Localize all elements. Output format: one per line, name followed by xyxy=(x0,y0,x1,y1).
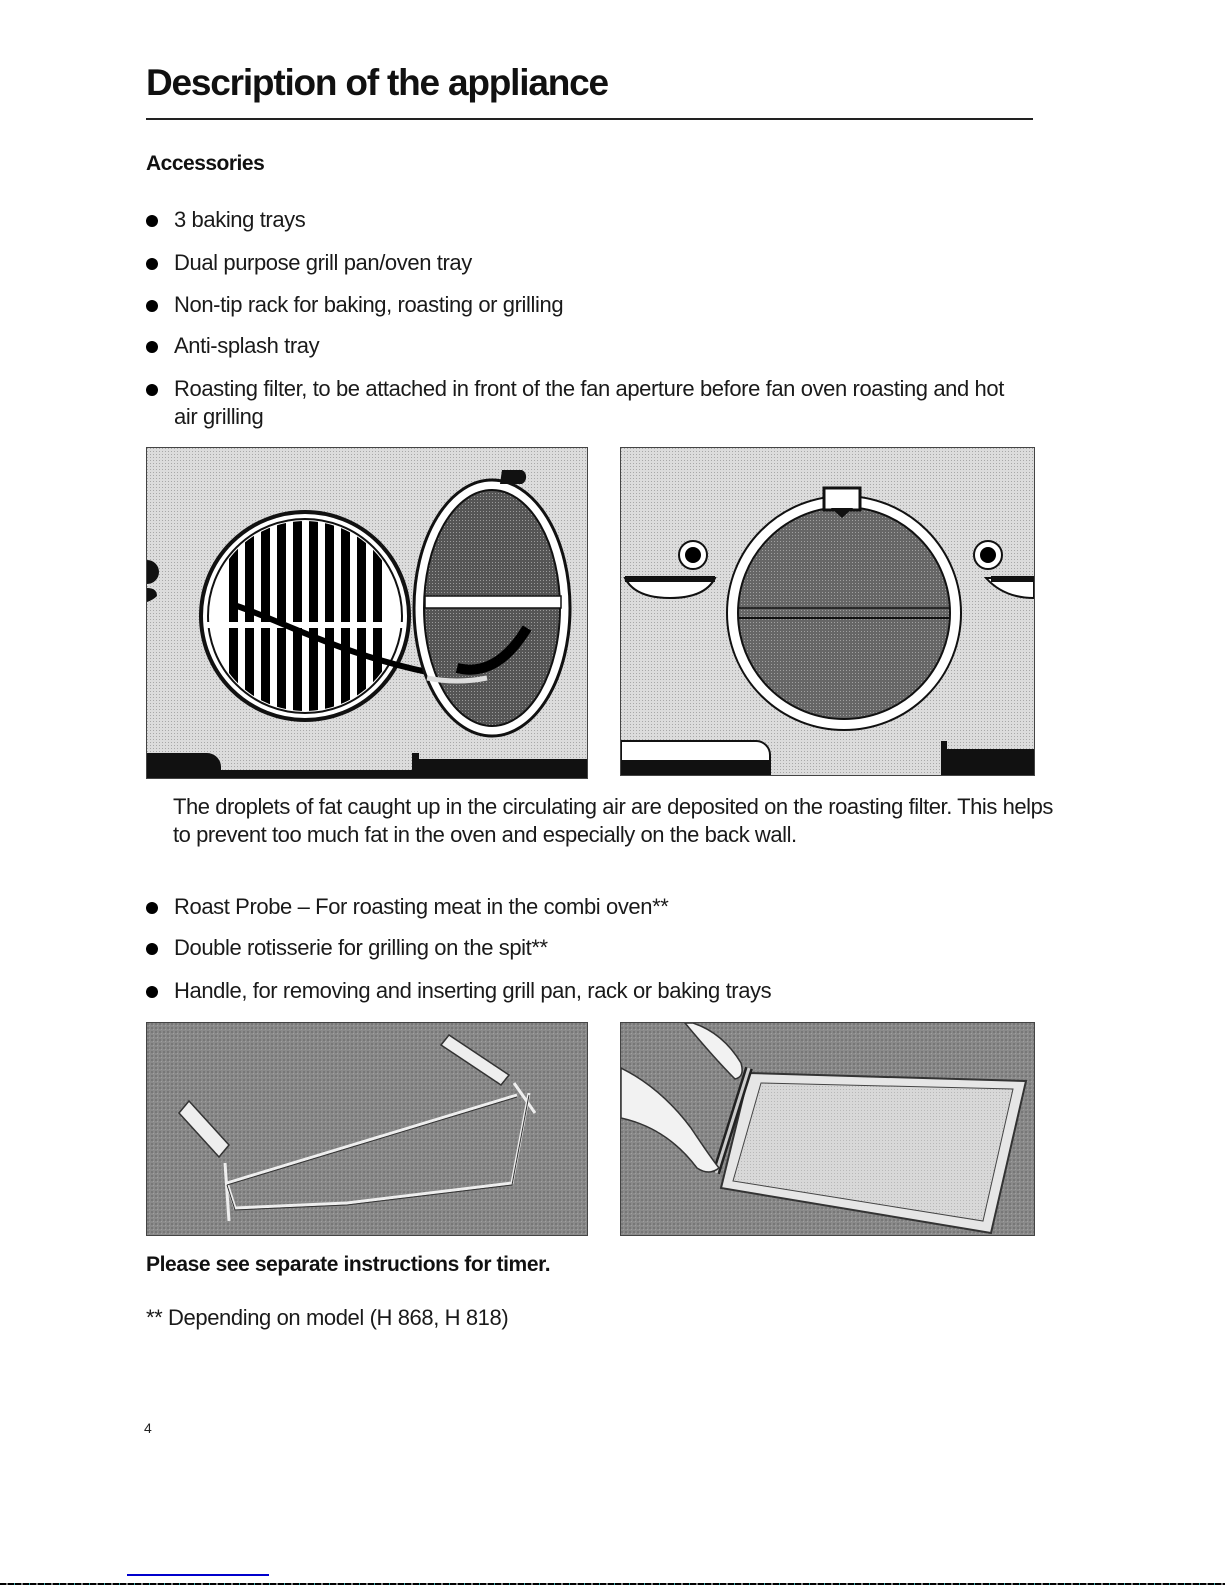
bullet-icon xyxy=(146,943,158,955)
list-item-text: Handle, for removing and inserting grill pan, rack or baking trays xyxy=(174,978,772,1003)
knob-icon xyxy=(685,547,701,563)
list-item-text: Dual purpose grill pan/oven tray xyxy=(174,250,472,275)
timer-note: Please see separate instructions for timer. xyxy=(146,1253,551,1276)
page-title: Description of the appliance xyxy=(146,62,608,103)
bullet-icon xyxy=(146,986,158,998)
page-number: 4 xyxy=(144,1420,152,1436)
list-item xyxy=(146,893,668,921)
list-item xyxy=(146,934,548,962)
footnote: ** Depending on model (H 868, H 818) xyxy=(146,1305,509,1330)
figure-double-rotisserie xyxy=(146,1022,588,1236)
list-item xyxy=(146,206,305,234)
filter-explanation: The droplets of fat caught up in the circulating air are deposited on the roasting filter. This helps to prevent too much fat in the oven and especially on the back wall. xyxy=(173,794,1053,847)
figure-roasting-filter-closed xyxy=(620,447,1035,776)
list-item-text: Roasting filter, to be attached in front of the fan aperture before fan oven roasting and hot air grilling xyxy=(174,376,1004,429)
list-item-text: Double rotisserie for grilling on the spit** xyxy=(174,935,548,960)
bullet-icon xyxy=(146,258,158,270)
list-item xyxy=(146,375,1006,431)
figure-roasting-filter-open xyxy=(146,447,588,779)
list-item-text: Non-tip rack for baking, roasting or grilling xyxy=(174,292,564,317)
list-item xyxy=(146,291,563,319)
list-item-text: 3 baking trays xyxy=(174,207,306,232)
list-item-text: Anti-splash tray xyxy=(174,333,320,358)
bullet-icon xyxy=(146,341,158,353)
link-underline xyxy=(127,1574,269,1576)
list-item xyxy=(146,249,472,277)
list-item xyxy=(146,332,319,360)
title-divider xyxy=(146,118,1033,120)
bullet-icon xyxy=(146,215,158,227)
bullet-icon xyxy=(146,384,158,396)
bullet-icon xyxy=(146,300,158,312)
bullet-icon xyxy=(146,902,158,914)
list-item-text: Roast Probe – For roasting meat in the combi oven** xyxy=(174,894,669,919)
list-item xyxy=(146,977,771,1005)
section-heading: Accessories xyxy=(146,152,265,175)
knob-icon xyxy=(980,547,996,563)
figure-handle-with-tray xyxy=(620,1022,1035,1236)
